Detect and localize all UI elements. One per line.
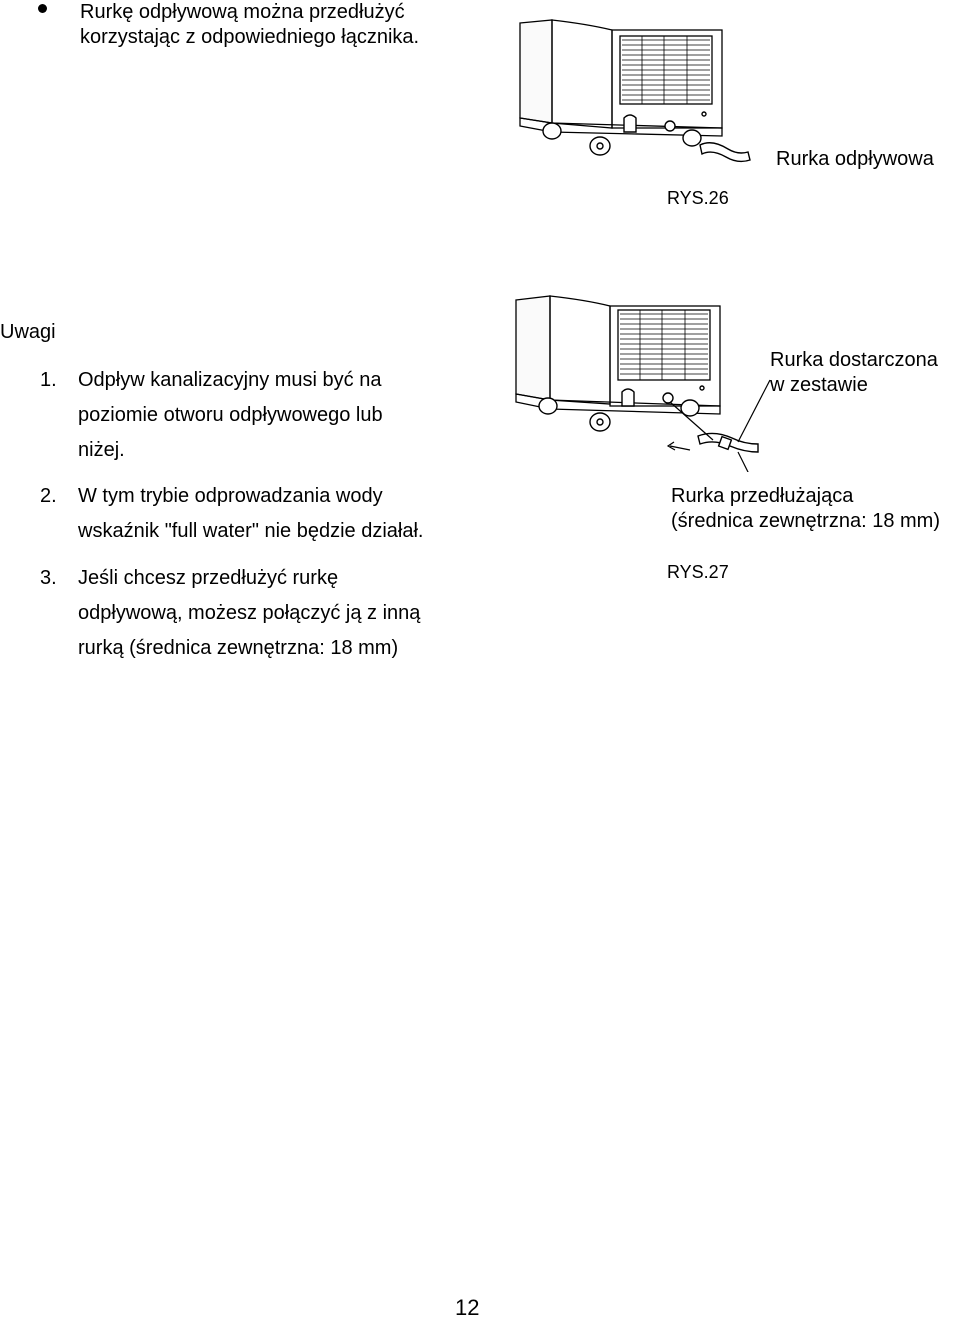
intro-line-1: Rurkę odpływową można przedłużyć: [80, 1, 405, 23]
bullet-dot: [38, 4, 47, 13]
note-1-line-3: niżej.: [78, 439, 125, 461]
note-1-number: 1.: [40, 369, 57, 391]
note-3-line-3: rurką (średnica zewnętrzna: 18 mm): [78, 637, 399, 659]
note-1-line-1: Odpływ kanalizacyjny musi być na: [78, 369, 382, 391]
fig27-caption: RYS.27: [667, 562, 729, 582]
fig27-supplied-label-2: w zestawie: [770, 374, 868, 396]
notes-heading: Uwagi: [0, 321, 56, 343]
fig27-supplied-label-1: Rurka dostarczona: [770, 349, 938, 371]
note-2-number: 2.: [40, 485, 57, 507]
note-2-line-1: W tym trybie odprowadzania wody: [78, 485, 383, 507]
figure-27-illustration: [508, 292, 788, 472]
note-3-number: 3.: [40, 567, 57, 589]
page-number: 12: [455, 1295, 480, 1320]
figure-26-illustration: [512, 18, 752, 164]
fig26-hose-label: Rurka odpływowa: [776, 148, 934, 170]
note-3-line-1: Jeśli chcesz przedłużyć rurkę: [78, 567, 339, 589]
note-3-line-2: odpływową, możesz połączyć ją z inną: [78, 602, 421, 624]
intro-line-2: korzystając z odpowiedniego łącznika.: [80, 26, 420, 48]
fig27-extension-label-1: Rurka przedłużająca: [671, 485, 854, 507]
fig26-caption: RYS.26: [667, 188, 729, 208]
note-1-line-2: poziomie otworu odpływowego lub: [78, 404, 383, 426]
note-2-line-2: wskaźnik "full water" nie będzie działał.: [78, 520, 424, 542]
fig27-extension-label-2: (średnica zewnętrzna: 18 mm): [671, 510, 940, 532]
